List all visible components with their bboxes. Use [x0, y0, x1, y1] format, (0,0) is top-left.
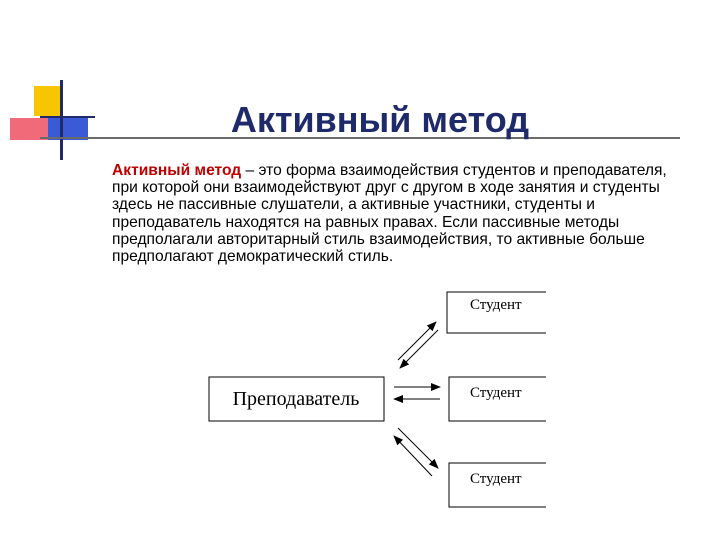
- student-label-middle: Студент: [470, 385, 522, 401]
- arrow-to-student-top: [398, 322, 436, 360]
- arrow-from-student-top: [400, 330, 438, 368]
- arrow-to-student-bottom: [398, 428, 438, 468]
- student-box-bottom: [449, 463, 546, 507]
- student-label-bottom: Студент: [470, 471, 522, 487]
- slide-title: Активный метод: [230, 99, 530, 140]
- teacher-box: [209, 377, 384, 421]
- body-rest: – это форма взаимодействия студентов и преподавателя, при которой они взаимодействуют друг с другом в ходе занятия и студенты здесь не пассивные слушатели, а активные участники, студенты и преподаватель находятся на равных правах. Если пассивные методы предполагали авторитарный стиль взаимодействия, то активные больше предполагают демократический стиль.: [112, 162, 667, 266]
- body-term: Активный метод: [112, 162, 242, 179]
- teacher-label: Преподаватель: [232, 388, 360, 410]
- student-box-middle: [449, 377, 546, 421]
- student-box-top: [447, 292, 546, 333]
- student-label-top: Студент: [470, 297, 522, 313]
